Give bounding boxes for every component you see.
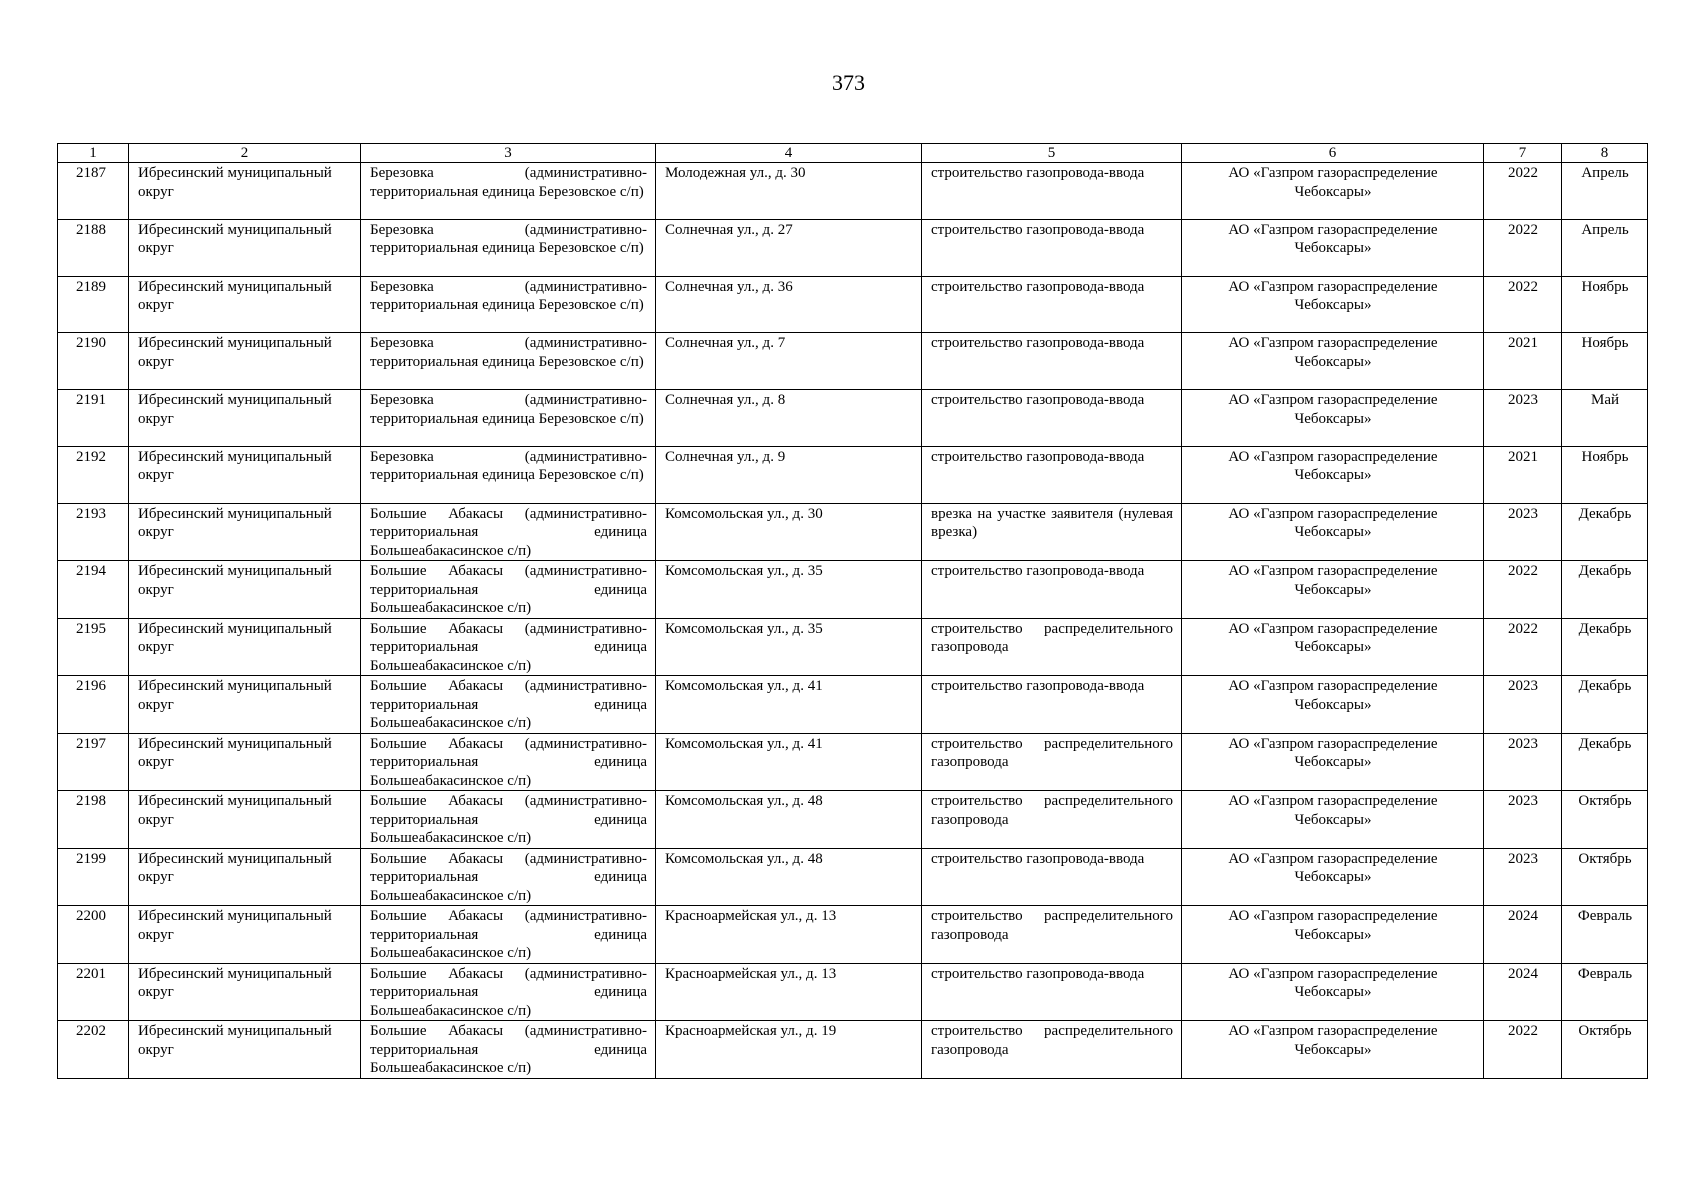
cell-work-type: строительство газопровода-ввода xyxy=(922,446,1182,503)
cell-settlement: Большие Абакасы (административно-территориальная единица Большеабакасинское с/п) xyxy=(361,676,656,734)
table-row xyxy=(58,963,1648,1021)
cell-row-number: 2188 xyxy=(58,219,129,276)
cell-row-number: 2198 xyxy=(58,791,129,849)
cell-organization: АО «Газпром газораспределение Чебоксары» xyxy=(1182,333,1484,390)
cell-municipality: Ибресинский муниципальный округ xyxy=(129,219,361,276)
cell-year: 2023 xyxy=(1484,848,1562,906)
cell-month: Май xyxy=(1562,390,1648,447)
cell-row-number: 2201 xyxy=(58,963,129,1021)
cell-month: Февраль xyxy=(1562,906,1648,964)
cell-work-type: строительство газопровода-ввода xyxy=(922,276,1182,333)
cell-month: Декабрь xyxy=(1562,561,1648,619)
cell-municipality: Ибресинский муниципальный округ xyxy=(129,503,361,561)
cell-municipality: Ибресинский муниципальный округ xyxy=(129,733,361,791)
cell-row-number: 2191 xyxy=(58,390,129,447)
cell-work-type: строительство распределительного газопровода xyxy=(922,733,1182,791)
cell-address: Красноармейская ул., д. 19 xyxy=(656,1021,922,1079)
cell-settlement: Березовка (административно-территориальная единица Березовское с/п) xyxy=(361,276,656,333)
cell-settlement: Березовка (административно-территориальная единица Березовское с/п) xyxy=(361,446,656,503)
column-header-7: 7 xyxy=(1484,144,1562,163)
cell-row-number: 2190 xyxy=(58,333,129,390)
cell-year: 2021 xyxy=(1484,446,1562,503)
cell-organization: АО «Газпром газораспределение Чебоксары» xyxy=(1182,906,1484,964)
cell-row-number: 2192 xyxy=(58,446,129,503)
cell-row-number: 2187 xyxy=(58,163,129,220)
cell-settlement: Большие Абакасы (административно-территориальная единица Большеабакасинское с/п) xyxy=(361,791,656,849)
table-row xyxy=(58,219,1648,276)
cell-row-number: 2199 xyxy=(58,848,129,906)
cell-settlement: Березовка (административно-территориальная единица Березовское с/п) xyxy=(361,163,656,220)
cell-organization: АО «Газпром газораспределение Чебоксары» xyxy=(1182,791,1484,849)
cell-organization: АО «Газпром газораспределение Чебоксары» xyxy=(1182,163,1484,220)
cell-work-type: строительство газопровода-ввода xyxy=(922,163,1182,220)
column-header-6: 6 xyxy=(1182,144,1484,163)
cell-year: 2022 xyxy=(1484,276,1562,333)
cell-settlement: Березовка (административно-территориальная единица Березовское с/п) xyxy=(361,390,656,447)
cell-settlement: Большие Абакасы (административно-территориальная единица Большеабакасинское с/п) xyxy=(361,1021,656,1079)
cell-month: Октябрь xyxy=(1562,848,1648,906)
table-row xyxy=(58,676,1648,734)
cell-year: 2022 xyxy=(1484,618,1562,676)
cell-address: Комсомольская ул., д. 48 xyxy=(656,848,922,906)
table-row xyxy=(58,733,1648,791)
cell-municipality: Ибресинский муниципальный округ xyxy=(129,163,361,220)
cell-municipality: Ибресинский муниципальный округ xyxy=(129,446,361,503)
cell-address: Комсомольская ул., д. 35 xyxy=(656,618,922,676)
cell-work-type: строительство распределительного газопровода xyxy=(922,906,1182,964)
cell-address: Солнечная ул., д. 27 xyxy=(656,219,922,276)
cell-address: Комсомольская ул., д. 35 xyxy=(656,561,922,619)
cell-address: Комсомольская ул., д. 41 xyxy=(656,676,922,734)
cell-work-type: врезка на участке заявителя (нулевая врезка) xyxy=(922,503,1182,561)
cell-row-number: 2196 xyxy=(58,676,129,734)
cell-year: 2022 xyxy=(1484,1021,1562,1079)
cell-settlement: Большие Абакасы (административно-территориальная единица Большеабакасинское с/п) xyxy=(361,906,656,964)
cell-settlement: Большие Абакасы (административно-территориальная единица Большеабакасинское с/п) xyxy=(361,503,656,561)
table-row xyxy=(58,276,1648,333)
cell-month: Ноябрь xyxy=(1562,333,1648,390)
column-header-5: 5 xyxy=(922,144,1182,163)
cell-work-type: строительство газопровода-ввода xyxy=(922,561,1182,619)
cell-settlement: Большие Абакасы (административно-территориальная единица Большеабакасинское с/п) xyxy=(361,618,656,676)
cell-organization: АО «Газпром газораспределение Чебоксары» xyxy=(1182,1021,1484,1079)
cell-work-type: строительство распределительного газопровода xyxy=(922,618,1182,676)
cell-organization: АО «Газпром газораспределение Чебоксары» xyxy=(1182,848,1484,906)
cell-organization: АО «Газпром газораспределение Чебоксары» xyxy=(1182,390,1484,447)
cell-municipality: Ибресинский муниципальный округ xyxy=(129,963,361,1021)
cell-work-type: строительство распределительного газопровода xyxy=(922,791,1182,849)
table-row xyxy=(58,333,1648,390)
cell-organization: АО «Газпром газораспределение Чебоксары» xyxy=(1182,733,1484,791)
cell-year: 2023 xyxy=(1484,503,1562,561)
page-number: 373 xyxy=(832,70,865,95)
cell-settlement: Березовка (административно-территориальная единица Березовское с/п) xyxy=(361,333,656,390)
table-header-row xyxy=(58,144,1648,163)
cell-organization: АО «Газпром газораспределение Чебоксары» xyxy=(1182,963,1484,1021)
table-row xyxy=(58,561,1648,619)
column-header-4: 4 xyxy=(656,144,922,163)
cell-month: Октябрь xyxy=(1562,1021,1648,1079)
table-row xyxy=(58,503,1648,561)
cell-address: Солнечная ул., д. 7 xyxy=(656,333,922,390)
cell-year: 2022 xyxy=(1484,219,1562,276)
cell-row-number: 2200 xyxy=(58,906,129,964)
cell-year: 2021 xyxy=(1484,333,1562,390)
table-row xyxy=(58,390,1648,447)
cell-month: Апрель xyxy=(1562,163,1648,220)
cell-work-type: строительство газопровода-ввода xyxy=(922,963,1182,1021)
cell-municipality: Ибресинский муниципальный округ xyxy=(129,1021,361,1079)
table-row xyxy=(58,848,1648,906)
table-row xyxy=(58,446,1648,503)
cell-settlement: Большие Абакасы (административно-территориальная единица Большеабакасинское с/п) xyxy=(361,848,656,906)
cell-year: 2023 xyxy=(1484,791,1562,849)
column-header-1: 1 xyxy=(58,144,129,163)
cell-settlement: Большие Абакасы (административно-территориальная единица Большеабакасинское с/п) xyxy=(361,733,656,791)
cell-row-number: 2194 xyxy=(58,561,129,619)
cell-month: Декабрь xyxy=(1562,503,1648,561)
cell-work-type: строительство газопровода-ввода xyxy=(922,848,1182,906)
column-header-2: 2 xyxy=(129,144,361,163)
cell-year: 2024 xyxy=(1484,963,1562,1021)
cell-year: 2023 xyxy=(1484,676,1562,734)
cell-month: Апрель xyxy=(1562,219,1648,276)
cell-month: Декабрь xyxy=(1562,676,1648,734)
cell-address: Солнечная ул., д. 9 xyxy=(656,446,922,503)
cell-organization: АО «Газпром газораспределение Чебоксары» xyxy=(1182,276,1484,333)
cell-address: Красноармейская ул., д. 13 xyxy=(656,963,922,1021)
cell-row-number: 2197 xyxy=(58,733,129,791)
cell-municipality: Ибресинский муниципальный округ xyxy=(129,561,361,619)
cell-row-number: 2193 xyxy=(58,503,129,561)
cell-municipality: Ибресинский муниципальный округ xyxy=(129,276,361,333)
cell-settlement: Большие Абакасы (административно-территориальная единица Большеабакасинское с/п) xyxy=(361,963,656,1021)
cell-work-type: строительство газопровода-ввода xyxy=(922,219,1182,276)
cell-organization: АО «Газпром газораспределение Чебоксары» xyxy=(1182,618,1484,676)
cell-municipality: Ибресинский муниципальный округ xyxy=(129,791,361,849)
cell-row-number: 2195 xyxy=(58,618,129,676)
cell-year: 2023 xyxy=(1484,390,1562,447)
cell-organization: АО «Газпром газораспределение Чебоксары» xyxy=(1182,219,1484,276)
column-header-8: 8 xyxy=(1562,144,1648,163)
cell-work-type: строительство газопровода-ввода xyxy=(922,390,1182,447)
data-table xyxy=(57,143,1648,1079)
table-row xyxy=(58,1021,1648,1079)
cell-year: 2024 xyxy=(1484,906,1562,964)
cell-municipality: Ибресинский муниципальный округ xyxy=(129,848,361,906)
cell-year: 2022 xyxy=(1484,561,1562,619)
cell-organization: АО «Газпром газораспределение Чебоксары» xyxy=(1182,561,1484,619)
table-row xyxy=(58,618,1648,676)
cell-municipality: Ибресинский муниципальный округ xyxy=(129,333,361,390)
cell-year: 2023 xyxy=(1484,733,1562,791)
table-row xyxy=(58,163,1648,220)
cell-month: Декабрь xyxy=(1562,618,1648,676)
cell-settlement: Березовка (административно-территориальная единица Березовское с/п) xyxy=(361,219,656,276)
table-body xyxy=(58,163,1648,1079)
cell-address: Комсомольская ул., д. 48 xyxy=(656,791,922,849)
cell-organization: АО «Газпром газораспределение Чебоксары» xyxy=(1182,503,1484,561)
cell-address: Красноармейская ул., д. 13 xyxy=(656,906,922,964)
table-row xyxy=(58,906,1648,964)
cell-row-number: 2202 xyxy=(58,1021,129,1079)
table-header xyxy=(58,144,1648,163)
cell-address: Комсомольская ул., д. 41 xyxy=(656,733,922,791)
cell-row-number: 2189 xyxy=(58,276,129,333)
cell-organization: АО «Газпром газораспределение Чебоксары» xyxy=(1182,446,1484,503)
cell-month: Ноябрь xyxy=(1562,276,1648,333)
cell-month: Ноябрь xyxy=(1562,446,1648,503)
cell-work-type: строительство распределительного газопровода xyxy=(922,1021,1182,1079)
cell-month: Декабрь xyxy=(1562,733,1648,791)
cell-address: Солнечная ул., д. 8 xyxy=(656,390,922,447)
cell-address: Комсомольская ул., д. 30 xyxy=(656,503,922,561)
cell-month: Октябрь xyxy=(1562,791,1648,849)
cell-address: Солнечная ул., д. 36 xyxy=(656,276,922,333)
cell-month: Февраль xyxy=(1562,963,1648,1021)
cell-municipality: Ибресинский муниципальный округ xyxy=(129,906,361,964)
table-row xyxy=(58,791,1648,849)
cell-year: 2022 xyxy=(1484,163,1562,220)
cell-settlement: Большие Абакасы (административно-территориальная единица Большеабакасинское с/п) xyxy=(361,561,656,619)
cell-work-type: строительство газопровода-ввода xyxy=(922,676,1182,734)
cell-organization: АО «Газпром газораспределение Чебоксары» xyxy=(1182,676,1484,734)
cell-work-type: строительство газопровода-ввода xyxy=(922,333,1182,390)
cell-municipality: Ибресинский муниципальный округ xyxy=(129,618,361,676)
cell-address: Молодежная ул., д. 30 xyxy=(656,163,922,220)
cell-municipality: Ибресинский муниципальный округ xyxy=(129,390,361,447)
cell-municipality: Ибресинский муниципальный округ xyxy=(129,676,361,734)
column-header-3: 3 xyxy=(361,144,656,163)
